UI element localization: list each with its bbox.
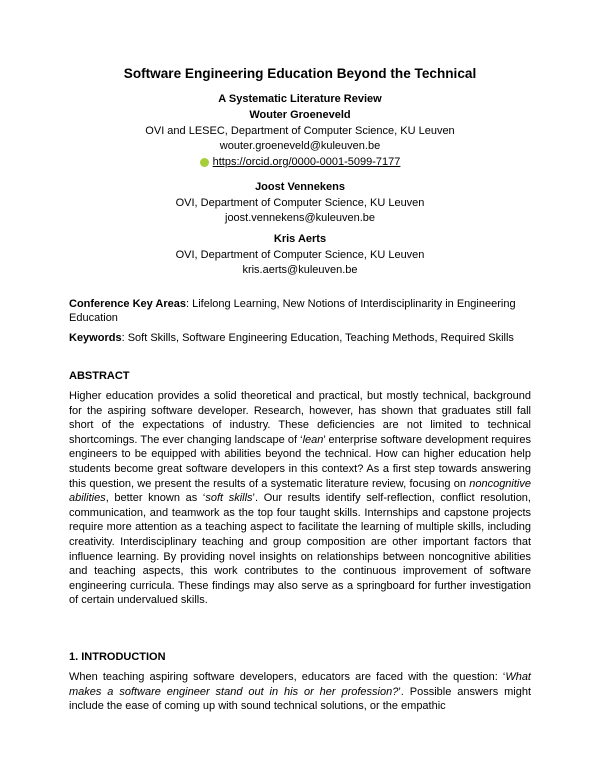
author-affiliation: OVI, Department of Computer Science, KU Leuven	[175, 248, 425, 261]
introduction-text: ’. Possible answers might include the ease of coming up with sound technical solutions, or the empathic	[69, 685, 531, 713]
author-email: joost.vennekens@kuleuven.be	[225, 212, 375, 224]
abstract-paragraph	[69, 389, 531, 608]
keywords	[69, 331, 531, 345]
abstract-heading: ABSTRACT	[69, 370, 130, 382]
introduction-question: What makes a software engineer stand out in his or her profession?	[69, 671, 531, 698]
author-name: Wouter Groeneveld	[249, 109, 351, 121]
paper-subtitle: A Systematic Literature Review	[218, 93, 382, 105]
author-email: kris.aerts@kuleuven.be	[242, 264, 358, 276]
orcid-line	[200, 155, 401, 171]
abstract-emphasis: noncognitive abilities	[69, 477, 531, 505]
author-block	[0, 180, 600, 227]
author-name: Joost Vennekens	[255, 181, 345, 193]
introduction-heading: 1. INTRODUCTION	[69, 651, 166, 663]
author-email: wouter.groeneveld@kuleuven.be	[219, 140, 381, 152]
abstract-emphasis: lean	[302, 433, 324, 446]
orcid-link[interactable]: https://orcid.org/0000-0001-5099-7177	[212, 155, 401, 168]
author-name: Kris Aerts	[273, 233, 327, 245]
abstract-emphasis: soft skills	[205, 492, 253, 505]
abstract-text: ’. Our results identify self-reflection, conflict resolution, communication, and teamwork as the top four taught skills. Internships and capstone projects require more attention as a teaching aspect to facilitate the learning of multiple skills, including creativity. Interdisciplinary teaching and group composition are other important factors that influence learning. By providing novel insights on relationships between noncognitive abilities and teaching aspects, this work contributes to the continuous improvement of software engineering curricula. These findings may also serve as a springboard for further investigation of certain undervalued skills.	[69, 492, 531, 607]
paper-title: Software Engineering Education Beyond the Technical	[123, 66, 477, 81]
introduction-paragraph	[69, 670, 531, 714]
introduction-text: When teaching aspiring software developers, educators are faced with the question: ‘	[69, 671, 506, 683]
abstract-text: ’ enterprise software development requires engineers to be equipped with abilities beyond the technical. How can higher education help students become great software developers in this context? As a first step towards answering this question, we present the results of a systematic literature review, focusing on	[69, 433, 531, 490]
author-block	[0, 232, 600, 279]
abstract-text: Higher education provides a solid theoretical and practical, but mostly technical, background for the aspiring software developer. Research, however, has shown that graduates still fall short of the expectations of industry. These deficiencies are not limited to technical shortcomings. The ever changing landscape of ‘	[69, 390, 531, 446]
author-affiliation: OVI and LESEC, Department of Computer Science, KU Leuven	[145, 124, 455, 137]
conference-key-areas-label: Conference Key Areas	[69, 298, 186, 310]
author-block	[0, 108, 600, 172]
keywords-value: : Soft Skills, Software Engineering Education, Teaching Methods, Required Skills	[121, 332, 514, 344]
orcid-icon	[200, 158, 209, 167]
author-affiliation: OVI, Department of Computer Science, KU Leuven	[175, 196, 425, 209]
keywords-label: Keywords	[69, 332, 122, 344]
conference-key-areas	[69, 297, 531, 325]
abstract-text: , better known as ‘	[105, 492, 206, 505]
conference-key-areas-value: : Lifelong Learning, New Notions of Interdisciplinarity in Engineering Education	[69, 298, 516, 324]
